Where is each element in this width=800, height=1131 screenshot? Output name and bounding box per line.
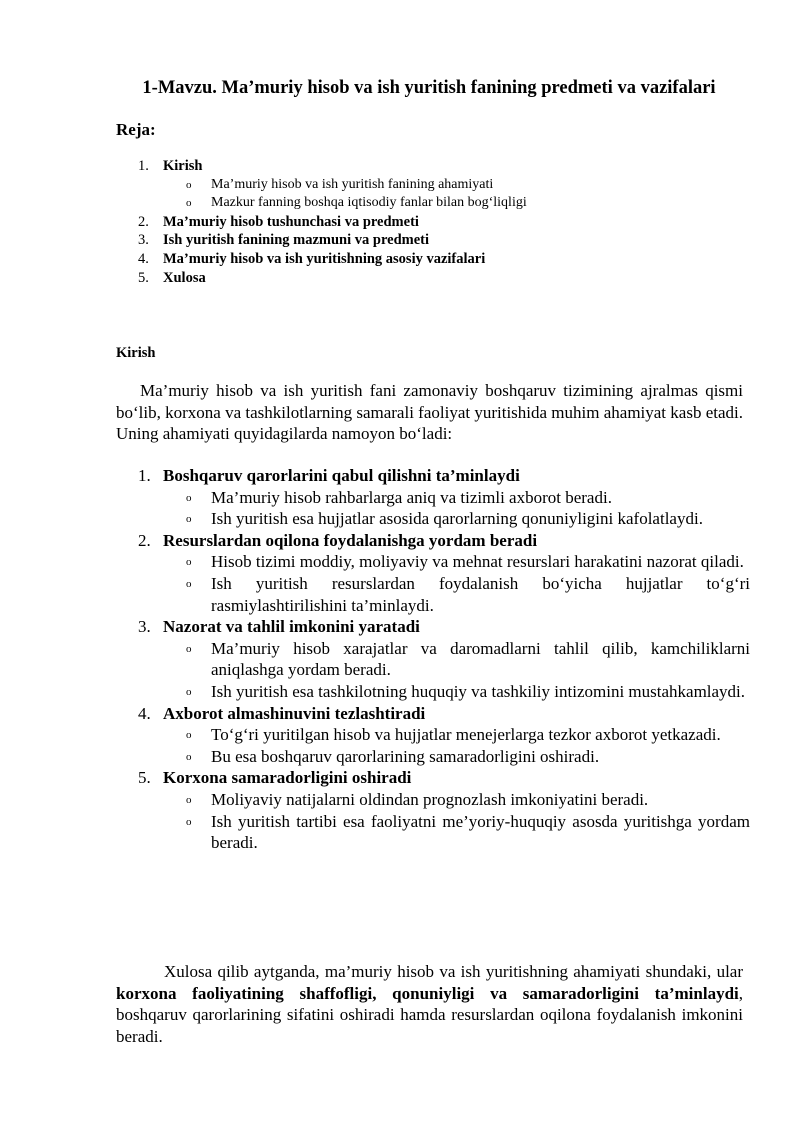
benefit-item [138,616,750,702]
plan-subitem [186,176,738,195]
bullet-icon: o [186,556,192,569]
plan-subitem [186,194,738,213]
benefit-item-number: 3. [138,617,151,637]
bullet-icon: o [186,577,192,590]
benefit-item-label: Axborot almashinuvini tezlashtiradi [163,703,426,723]
benefit-item [138,703,750,768]
plan-item [138,213,738,232]
plan-subitem-text: Mazkur fanning boshqa iqtisodiy fanlar bilan bog‘liqligi [211,195,527,211]
conclusion-text-start: Xulosa qilib aytganda, ma’muriy hisob va ish yuritishning ahamiyati shundaki, ular [164,962,743,981]
benefit-item [138,767,750,853]
document-title: 1-Mavzu. Ma’muriy hisob va ish yuritish fanining predmeti va vazifalari [142,78,716,98]
benefit-subitem-text: To‘g‘ri yuritilgan hisob va hujjatlar menejerlarga tezkor axborot yetkazadi. [211,725,721,745]
bullet-icon: o [186,729,192,742]
bullet-icon: o [186,793,192,806]
conclusion-bold-phrase: korxona faoliyatining shaffofligi, qonuniyligi va samaradorligini ta’minlaydi [116,983,739,1003]
benefit-subitem-text: Ma’muriy hisob xarajatlar va daromadlarni tahlil qilib, kamchiliklarni aniqlashga yordam beradi. [211,638,750,680]
benefit-item [138,465,750,530]
section-heading-kirish: Kirish [116,345,156,361]
benefit-sublist [138,724,750,767]
plan-item-number: 3. [138,232,149,249]
intro-paragraph: Ma’muriy hisob va ish yuritish fani zamonaviy boshqaruv tizimining ajralmas qismi bo‘lib, korxona va tashkilotlarning samarali faoliyat yuritishida muhim ahamiyat kasb etadi. Uning ahamiyati quyidagilarda namoyon bo‘ladi: [116,381,743,444]
benefit-subitem [186,811,750,854]
plan-item [138,157,738,213]
benefit-item-label: Nazorat va tahlil imkonini yaratadi [163,617,420,637]
bullet-icon: o [186,491,192,504]
benefit-sublist [138,551,750,616]
benefit-subitem-text: Ish yuritish resurslardan foydalanish bo‘yicha hujjatlar to‘g‘ri rasmiylashtirilishini ta’minlaydi. [211,573,750,615]
plan-item-label: Ma’muriy hisob tushunchasi va predmeti [163,213,419,230]
benefit-subitem [186,746,750,768]
benefit-subitem-text: Moliyaviy natijalarni oldindan prognozlash imkoniyatini beradi. [211,789,649,809]
benefit-subitem-text: Ma’muriy hisob rahbarlarga aniq va tizimli axborot beradi. [211,487,612,507]
bullet-icon: o [186,197,192,210]
benefit-item-label: Boshqaruv qarorlarini qabul qilishni ta’minlaydi [163,466,520,485]
benefit-item-label: Korxona samaradorligini oshiradi [163,768,412,788]
benefit-subitem-text: Hisob tizimi moddiy, moliyaviy va mehnat resurslari harakatini nazorat qiladi. [211,552,744,572]
plan-item [138,250,738,269]
benefit-subitem [186,724,750,746]
plan-item-label: Ma’muriy hisob va ish yuritishning asosiy vazifalari [163,250,486,267]
benefit-subitem [186,638,750,681]
benefit-item-label: Resurslardan oqilona foydalanishga yordam beradi [163,530,538,550]
benefit-subitem [186,487,750,509]
benefit-list [138,465,750,854]
bullet-icon: o [186,685,192,698]
bullet-icon: o [186,642,192,655]
benefit-subitem-text: Ish yuritish esa hujjatlar asosida qarorlarning qonuniyligini kafolatlaydi. [211,509,703,529]
plan-item-label: Kirish [163,158,203,174]
benefit-subitem-text: Ish yuritish esa tashkilotning huquqiy va tashkiliy intizomini mustahkamlaydi. [211,681,746,701]
benefit-item-number: 2. [138,530,151,550]
plan-item-number: 4. [138,250,149,267]
plan-subitem-text: Ma’muriy hisob va ish yuritish fanining ahamiyati [211,176,494,192]
benefit-sublist [138,638,750,703]
benefit-subitem [186,573,750,616]
plan-item-label: Xulosa [163,269,206,286]
bullet-icon: o [186,513,192,526]
benefit-item-number: 4. [138,703,151,723]
benefit-item [138,530,750,616]
plan-item-number: 1. [138,158,149,174]
benefit-subitem-text: Bu esa boshqaruv qarorlarining samaradorligini oshiradi. [211,746,600,766]
plan-item [138,231,738,250]
conclusion-text-end: , boshqaruv qarorlarining sifatini oshiradi hamda resurslardan oqilona foydalanish imkonini beradi. [116,983,743,1046]
benefit-subitem [186,789,750,811]
benefit-item-number: 1. [138,466,151,485]
benefit-subitem [186,681,750,703]
bullet-icon: o [186,178,192,191]
bullet-icon: o [186,815,192,828]
benefit-subitem [186,551,750,573]
bullet-icon: o [186,750,192,763]
conclusion-paragraph [116,961,743,1047]
plan-item-number: 5. [138,269,149,286]
benefit-sublist [138,487,750,530]
plan-heading: Reja: [116,120,156,139]
plan-item [138,269,738,288]
benefit-subitem [186,508,750,530]
plan-item-number: 2. [138,213,149,230]
plan-list [138,157,738,287]
benefit-subitem-text: Ish yuritish tartibi esa faoliyatni me’yoriy-huquqiy asosda yuritishga yordam beradi. [211,811,750,853]
benefit-item-number: 5. [138,768,151,788]
plan-item-label: Ish yuritish fanining mazmuni va predmeti [163,232,430,249]
benefit-sublist [138,789,750,854]
plan-sublist [138,176,738,213]
